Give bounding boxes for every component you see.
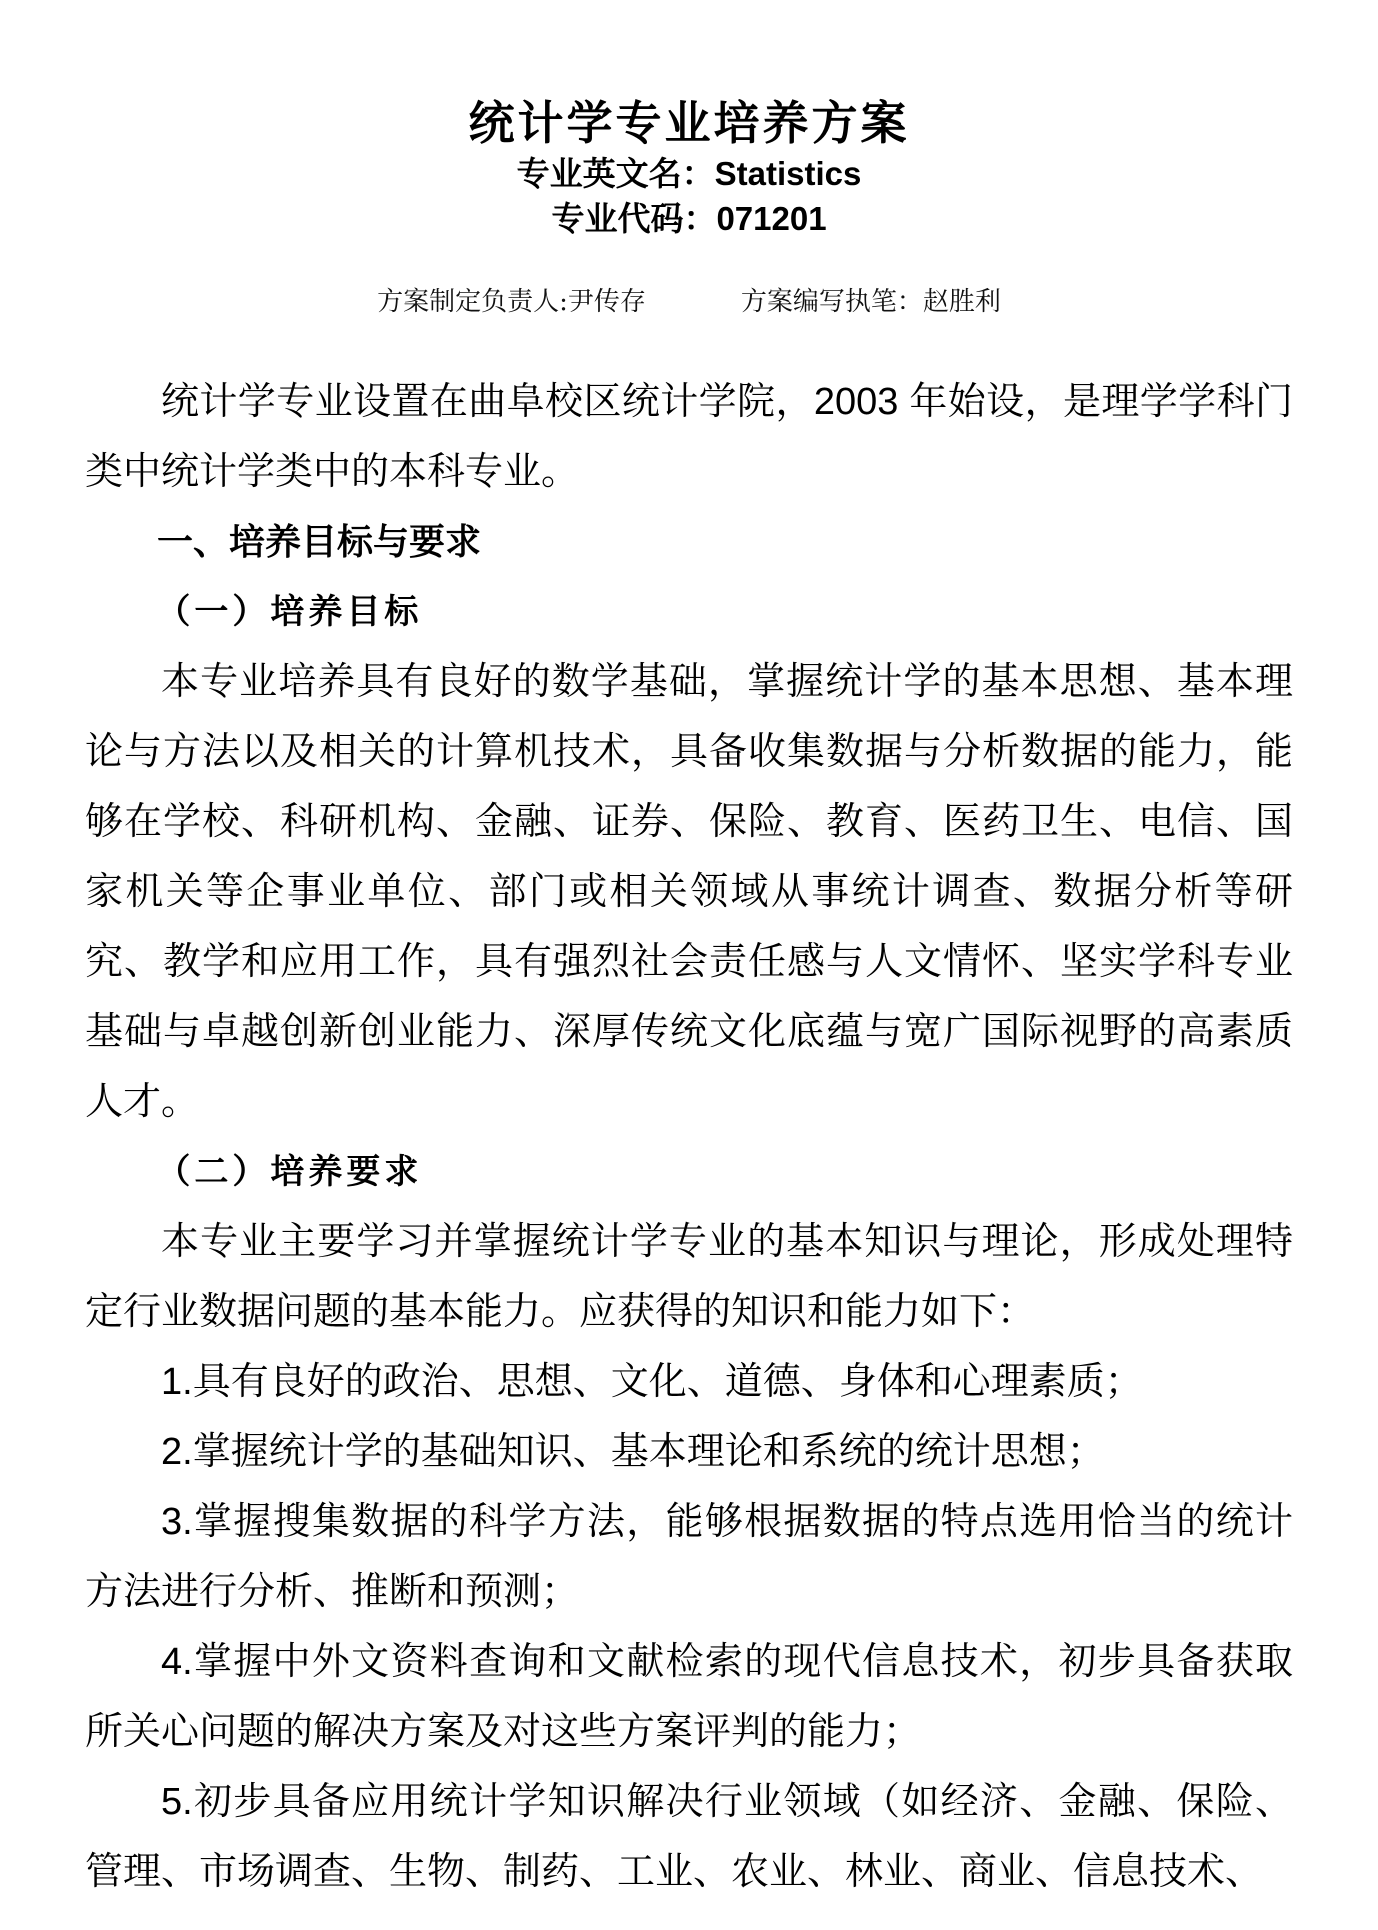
page-title: 统计学专业培养方案: [468, 97, 910, 149]
document-body: [85, 367, 1293, 1907]
subsection-heading-training-goal: （一）培养目标: [156, 592, 423, 632]
section-heading-goals-and-requirements: 一、培养目标与要求: [157, 521, 482, 562]
objective-paragraph: 本专业培养具有良好的数学基础，掌握统计学的基本思想、基本理论与方法以及相关的计算机技术，具备收集数据与分析数据的能力，能够在学校、科研机构、金融、证券、保险、教育、医药卫生、电信、国家机关等企事业单位、部门或相关领域从事统计调查、数据分析等研究、教学和应用工作，具有强烈社会责任感与人文情怀、坚实学科专业基础与卓越创新创业能力、深厚传统文化底蕴与宽广国际视野的高素质人才。: [85, 661, 1293, 1123]
requirement-item-2: 2.掌握统计学的基础知识、基本理论和系统的统计思想；: [161, 1431, 1105, 1473]
byline-plan-editor: 方案编写执笔：赵胜利: [740, 287, 1001, 317]
subsection-heading-training-requirements: （二）培养要求: [156, 1152, 423, 1192]
intro-paragraph: 统计学专业设置在曲阜校区统计学院，2003 年始设，是理学学科门类中统计学类中的本科专业。: [85, 381, 1293, 493]
requirements-intro-paragraph: 本专业主要学习并掌握统计学专业的基本知识与理论，形成处理特定行业数据问题的基本能力。应获得的知识和能力如下：: [85, 1221, 1293, 1333]
english-name-line: 专业英文名：Statistics: [516, 155, 862, 192]
major-code-line: 专业代码：071201: [551, 200, 827, 237]
requirement-item-4: 4.掌握中外文资料查询和文献检索的现代信息技术，初步具备获取所关心问题的解决方案及对这些方案评判的能力；: [85, 1641, 1293, 1753]
byline: [85, 285, 1293, 319]
byline-plan-author: 方案制定负责人:尹传存: [377, 287, 646, 317]
requirement-item-3: 3.掌握搜集数据的科学方法，能够根据数据的特点选用恰当的统计方法进行分析、推断和预测；: [85, 1501, 1293, 1613]
requirement-item-1: 1.具有良好的政治、思想、文化、道德、身体和心理素质；: [161, 1361, 1143, 1403]
requirement-item-5: 5.初步具备应用统计学知识解决行业领域（如经济、金融、保险、管理、市场调查、生物、制药、工业、农业、林业、商业、信息技术、: [85, 1781, 1293, 1893]
